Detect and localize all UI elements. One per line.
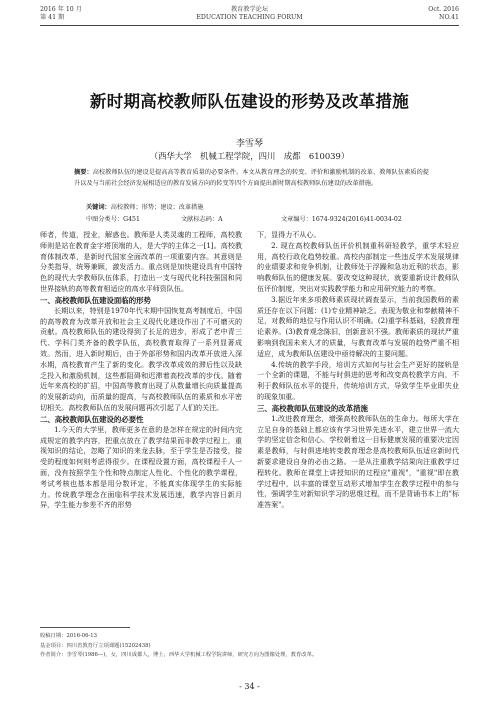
paragraph: 4.传统的教学手段，培训方式如何与社会生产更好的接轨是一个全新的课题，不能与时俱进的思考和改变高校教学方向，不利于教师队伍水平的提升，传统培训方式，导致学生毕业即失业的现象加重。 <box>257 359 459 401</box>
right-column <box>257 230 459 511</box>
paragraph: 3.据近年来多项教师素质现状调查显示，当前我国教师的素质还存在以下问题：(1)专业精神缺乏。表现为敬业和奉献精神不足，对教师的地位与作用认识不明确。(2)重学科基础，轻教育理论素养。(3)教育观念陈旧，创新意识不强。教师素质的现状严重影响到我国未来人才的质量，与教育改革与发展的趋势严重不相适应，成为教师队伍建设中亟待解决的主要问题。 <box>257 294 459 358</box>
issue-number: 第 41 期 <box>40 14 65 21</box>
footnotes <box>40 632 459 661</box>
abstract-label: 摘要： <box>74 169 93 176</box>
document-code: 文献标志码：A <box>181 216 223 223</box>
paragraph: 1.今天的大学里，教师更多在意的是怎样在规定的时间内完成规定的教学内容，把重点放在了教学结果而非教学过程上，重视知识的结论，忽略了知识的来龙去脉，至于学生是否接受，接受的程度如何则考虑得很少。在课程设置方面，高校课程千人一面，没有按照学生个性和特点制定人性化、个性化的教学课程，考试考核也基本都是用分数评定，不能真实体现学生的实际能力。传统教学理念在面临科学技术发展迅速，教学内容日新月异，学生能力参差不齐的形势 <box>40 424 242 510</box>
header-center <box>40 6 459 22</box>
section-heading-1: 一、高校教师队伍建设面临的形势 <box>40 295 151 305</box>
paragraph: 1.改进教育理念，增强高校教师队伍的生命力。每所大学在立足自身的基础上都应该有学习世界先进水平，建立世界一流大学的坚定信念和信心。学校朝着这一目标健康发展的重要决定因素是教师，与时俱进地转变教育理念是高校教师队伍适应新时代新要求建设自身的必由之路。一是从注重教学结果向注重教学过程转化。教师在课堂上讲授知识的过程应"重视"，"重视"即在教学过程中，以丰富的课堂互动形式增加学生在教学过程中的参与性，强调学生对新知识学习的思维过程，而不是背诵书本上的"标准答案"。 <box>257 413 459 510</box>
abstract <box>74 168 429 189</box>
issue-number-en: NO.41 <box>439 14 459 21</box>
keywords-label: 关键词： <box>86 204 111 211</box>
article-title: 新时期高校教师队伍建设的形势及改革措施 <box>89 92 410 111</box>
classification-line <box>86 214 426 224</box>
author-bio: 作者简介：李雪琴(1986—)，女，四川成都人，博士，西华大学机械工程学院讲师，研究方向为图像处理，教育改革。 <box>40 652 318 658</box>
section-heading-2: 二、高校教师队伍建设的必要性 <box>40 414 144 424</box>
paragraph: 长期以来，特别是1970年代末期中国恢复高考制度后，中国的高等教育为改革开放和社会主义现代化建设作出了不可磨灭的贡献。高校教师队伍的建设得到了长足的进步，形成了老中青三代、学科门类齐备的教学队伍，高校教育取得了一系列显著成效。然而，进入新时期后，由于外部形势和国内改革开放进入深水期，高校教育产生了新的变化。教学改革成效的滞后性以及缺乏投入和激励机制，这些都阻碍和迟滞着高校改革的步伐。随着近年来高校的扩招，中国高等教育出现了从数量增长向质量提高的发展新动向，而质量的提高，与高校教师队伍的素质和水平密切相关。高校教师队伍的发展问题再次引起了人们的关注。 <box>40 305 242 412</box>
page-number: - 34 - <box>239 682 260 691</box>
clc-number: 中图分类号：G451 <box>86 216 140 223</box>
article-author: 李雪琴 <box>235 139 263 149</box>
fund-project: 基金项目：四川省教育厅立项课题(15202438) <box>40 642 151 649</box>
header-rule <box>40 25 459 26</box>
received-date: 收稿日期：2016-06-13 <box>40 633 98 639</box>
keywords-text: 高校教师；形势；建设；改革措施 <box>110 204 204 211</box>
page-header <box>40 6 459 32</box>
paragraph: 师者，传道，授业，解惑也。教师是人类灵魂的工程师，高校教师则是站在教育金字塔顶端的人，是大学的主体之一[1]。高校教育体制改革，是新时代国家全面改革的一项重要内容。其意则是分类指导，统筹兼顾，激发活力。重点则是加快建设具有中国特色的现代大学教师队伍体系，打造出一支与现代化科技强国和同世界接轨的高等教育相适应的高水平师资队伍。 <box>40 230 242 293</box>
issue-date-en: Oct. 2016 <box>428 6 459 13</box>
issue-date: 2016 年 10 月 <box>40 6 82 13</box>
left-column <box>40 230 242 511</box>
abstract-text: 高校教师队伍的建设是提高高等教育质量的必要条件。本文从教育理念的转变、评价和激励机制的改革、教师队伍素质的提升以及与当前社会经济发展相适应的教育发展方向的转变等四个方面提出新时期高校教师队伍建设的改革措施。 <box>74 169 429 187</box>
journal-name-en: EDUCATION TEACHING FORUM <box>196 14 303 21</box>
author-affiliation: （西华大学 机械工程学院，四川 成都 610039） <box>149 151 350 161</box>
header-right <box>428 6 459 22</box>
paragraph: 下，显得力不从心。 <box>257 230 321 239</box>
article-number: 文章编号：1674-9324(2016)41-0034-02 <box>281 216 402 223</box>
section-heading-3: 三、高校教师队伍建设的改革措施 <box>257 403 368 413</box>
journal-name: 教育教学论坛 <box>230 6 269 13</box>
footnote-rule <box>40 627 130 628</box>
paragraph: 2. 现在高校教师队伍评价机制重科研轻教学，重学术轻应用，高校行政化趋势较重。高校内部制定一些违反学术发展规律的业绩要求和竞争机制，让教师处于浮躁和急功近利的状态，影响教师队伍的健康发展。要改变这种现状，就要重新设计教师队伍评价制度，突出对实践教学能力和应用研究能力的考察。 <box>257 240 459 293</box>
keywords <box>86 202 426 211</box>
